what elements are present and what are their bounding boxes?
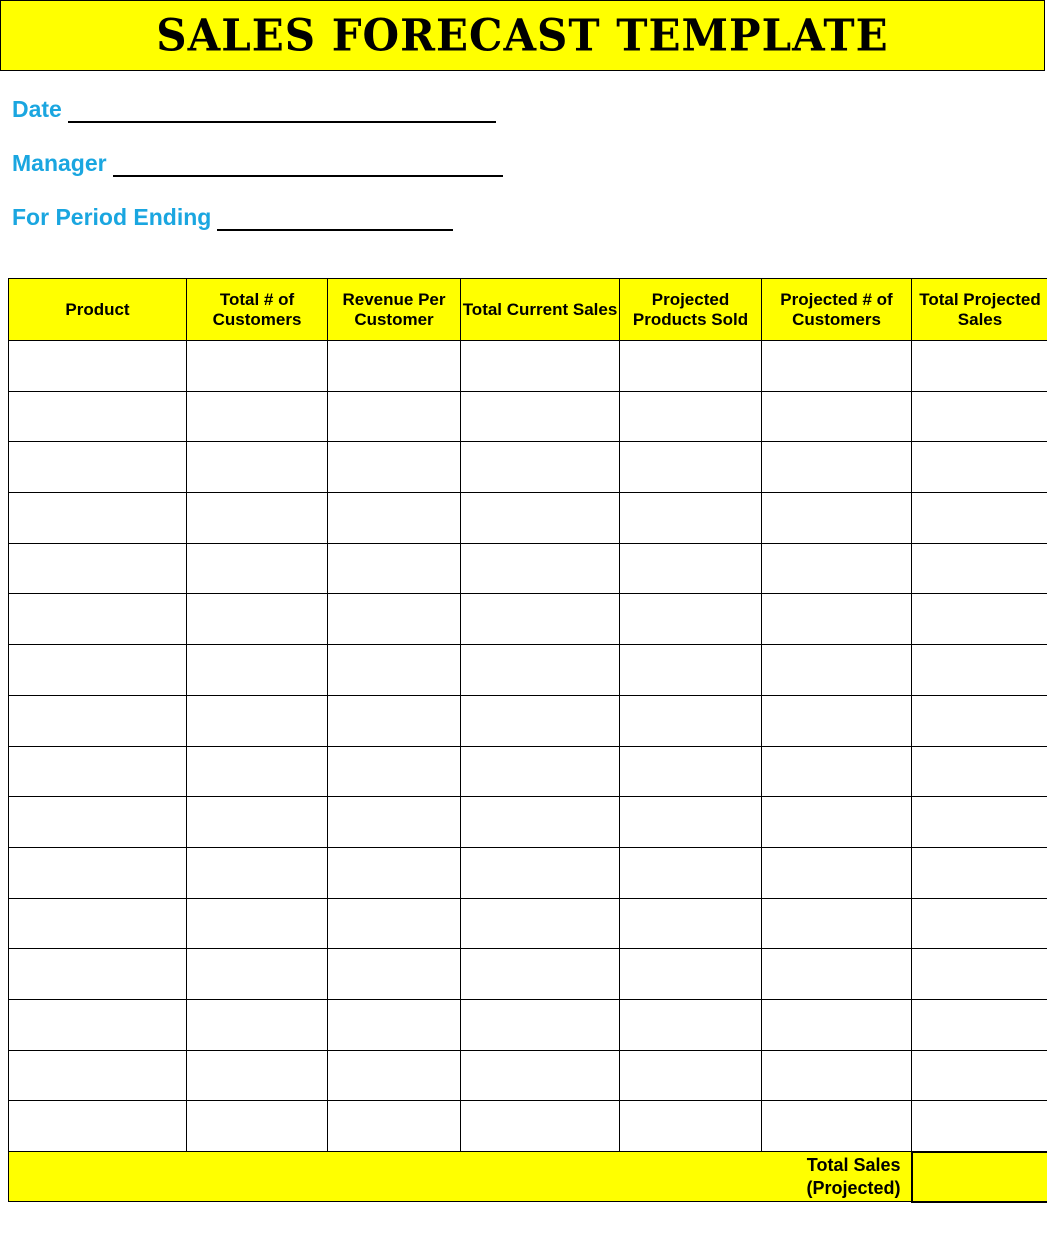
table-row xyxy=(9,341,1047,392)
column-header-product: Product xyxy=(9,279,187,341)
table-cell[interactable] xyxy=(762,594,912,645)
table-cell[interactable] xyxy=(187,493,328,544)
table-cell[interactable] xyxy=(762,1101,912,1152)
table-cell[interactable] xyxy=(620,493,762,544)
table-cell[interactable] xyxy=(187,898,328,949)
table-cell[interactable] xyxy=(620,898,762,949)
sales-forecast-table xyxy=(8,278,1047,1203)
table-cell[interactable] xyxy=(9,746,187,797)
table-cell[interactable] xyxy=(328,594,461,645)
table-cell[interactable] xyxy=(328,341,461,392)
table-cell[interactable] xyxy=(620,847,762,898)
table-row xyxy=(9,594,1047,645)
table-cell[interactable] xyxy=(620,1050,762,1101)
table-cell[interactable] xyxy=(9,442,187,493)
table-cell[interactable] xyxy=(328,645,461,696)
table-cell[interactable] xyxy=(912,847,1047,898)
table-cell[interactable] xyxy=(9,645,187,696)
table-cell[interactable] xyxy=(328,442,461,493)
table-cell[interactable] xyxy=(620,695,762,746)
manager-label: Manager xyxy=(12,150,107,176)
column-header-projected-products-sold: Projected Products Sold xyxy=(620,279,762,341)
table-cell[interactable] xyxy=(461,999,620,1050)
table-cell[interactable] xyxy=(187,797,328,848)
table-cell[interactable] xyxy=(461,645,620,696)
table-cell[interactable] xyxy=(187,442,328,493)
table-cell[interactable] xyxy=(762,442,912,493)
table-row xyxy=(9,695,1047,746)
table-cell[interactable] xyxy=(328,1050,461,1101)
table-cell[interactable] xyxy=(461,1101,620,1152)
table-cell[interactable] xyxy=(187,695,328,746)
table-cell[interactable] xyxy=(912,898,1047,949)
table-cell[interactable] xyxy=(187,1050,328,1101)
table-cell[interactable] xyxy=(762,898,912,949)
table-cell[interactable] xyxy=(762,391,912,442)
column-header-total-projected-sales: Total Projected Sales xyxy=(912,279,1047,341)
table-row xyxy=(9,847,1047,898)
table-header-row xyxy=(9,279,1047,341)
table-cell[interactable] xyxy=(328,391,461,442)
table-cell[interactable] xyxy=(620,797,762,848)
table-cell[interactable] xyxy=(328,847,461,898)
table-cell[interactable] xyxy=(461,949,620,1000)
column-header-projected-customers: Projected # of Customers xyxy=(762,279,912,341)
table-cell[interactable] xyxy=(328,493,461,544)
table-cell[interactable] xyxy=(9,949,187,1000)
table-cell[interactable] xyxy=(461,1050,620,1101)
table-cell[interactable] xyxy=(9,1050,187,1101)
table-body xyxy=(9,341,1047,1152)
table-cell[interactable] xyxy=(187,949,328,1000)
table-row xyxy=(9,949,1047,1000)
document-title: SALES FORECAST TEMPLATE xyxy=(156,9,889,62)
manager-input-line[interactable] xyxy=(113,155,503,177)
table-cell[interactable] xyxy=(9,999,187,1050)
table-cell[interactable] xyxy=(912,442,1047,493)
period-ending-field xyxy=(12,204,453,231)
table-cell[interactable] xyxy=(461,695,620,746)
date-label: Date xyxy=(12,96,62,122)
table-row xyxy=(9,999,1047,1050)
table-cell[interactable] xyxy=(762,847,912,898)
table-cell[interactable] xyxy=(912,1050,1047,1101)
table-cell[interactable] xyxy=(328,898,461,949)
table-cell[interactable] xyxy=(620,999,762,1050)
table-cell[interactable] xyxy=(620,442,762,493)
total-sales-label xyxy=(9,1152,912,1202)
table-cell[interactable] xyxy=(328,797,461,848)
table-cell[interactable] xyxy=(328,949,461,1000)
table-cell[interactable] xyxy=(461,847,620,898)
table-cell[interactable] xyxy=(762,493,912,544)
total-sales-label-line2: (Projected) xyxy=(806,1177,901,1198)
table-row xyxy=(9,493,1047,544)
table-cell[interactable] xyxy=(620,391,762,442)
table-cell[interactable] xyxy=(620,949,762,1000)
total-row xyxy=(9,1152,1047,1202)
table-cell[interactable] xyxy=(762,797,912,848)
total-sales-label-line1: Total Sales xyxy=(806,1154,901,1175)
manager-field xyxy=(12,150,503,177)
table-cell[interactable] xyxy=(912,341,1047,392)
table-cell[interactable] xyxy=(912,493,1047,544)
table-cell[interactable] xyxy=(461,543,620,594)
period-ending-label: For Period Ending xyxy=(12,204,212,230)
table-cell[interactable] xyxy=(328,695,461,746)
table-cell[interactable] xyxy=(912,543,1047,594)
table-cell[interactable] xyxy=(762,949,912,1000)
table-cell[interactable] xyxy=(620,543,762,594)
column-header-revenue-per-customer: Revenue Per Customer xyxy=(328,279,461,341)
table-row xyxy=(9,1101,1047,1152)
table-cell[interactable] xyxy=(461,746,620,797)
table-cell[interactable] xyxy=(461,594,620,645)
table-row xyxy=(9,442,1047,493)
date-input-line[interactable] xyxy=(68,101,496,123)
table-cell[interactable] xyxy=(762,1050,912,1101)
table-cell[interactable] xyxy=(187,391,328,442)
table-cell[interactable] xyxy=(912,391,1047,442)
table-cell[interactable] xyxy=(9,797,187,848)
table-cell[interactable] xyxy=(9,1101,187,1152)
table-cell[interactable] xyxy=(912,1101,1047,1152)
table-cell[interactable] xyxy=(762,695,912,746)
table-cell[interactable] xyxy=(9,898,187,949)
period-ending-input-line[interactable] xyxy=(217,209,453,231)
table-cell[interactable] xyxy=(328,1101,461,1152)
table-cell[interactable] xyxy=(461,797,620,848)
table-cell[interactable] xyxy=(461,442,620,493)
table-cell[interactable] xyxy=(187,746,328,797)
table-cell[interactable] xyxy=(912,594,1047,645)
table-row xyxy=(9,391,1047,442)
table-cell[interactable] xyxy=(9,391,187,442)
table-cell[interactable] xyxy=(9,493,187,544)
total-sales-value-cell[interactable] xyxy=(912,1152,1047,1202)
table-cell[interactable] xyxy=(187,594,328,645)
table-cell[interactable] xyxy=(762,746,912,797)
table-cell[interactable] xyxy=(187,341,328,392)
table-cell[interactable] xyxy=(620,594,762,645)
table-cell[interactable] xyxy=(620,645,762,696)
table-cell[interactable] xyxy=(912,695,1047,746)
table-row xyxy=(9,543,1047,594)
table-cell[interactable] xyxy=(620,1101,762,1152)
table-cell[interactable] xyxy=(461,898,620,949)
table-cell[interactable] xyxy=(912,645,1047,696)
table-cell[interactable] xyxy=(328,543,461,594)
column-header-total-customers: Total # of Customers xyxy=(187,279,328,341)
table-cell[interactable] xyxy=(912,949,1047,1000)
table-cell[interactable] xyxy=(461,341,620,392)
table-cell[interactable] xyxy=(912,999,1047,1050)
table-cell[interactable] xyxy=(762,999,912,1050)
table-cell[interactable] xyxy=(187,847,328,898)
table-cell[interactable] xyxy=(9,341,187,392)
table-cell[interactable] xyxy=(9,594,187,645)
table-cell[interactable] xyxy=(328,999,461,1050)
table-cell[interactable] xyxy=(187,543,328,594)
table-cell[interactable] xyxy=(762,341,912,392)
table-cell[interactable] xyxy=(620,746,762,797)
table-row xyxy=(9,797,1047,848)
table-cell[interactable] xyxy=(187,999,328,1050)
table-cell[interactable] xyxy=(620,341,762,392)
table-cell[interactable] xyxy=(912,746,1047,797)
title-banner xyxy=(0,0,1045,71)
table-cell[interactable] xyxy=(762,645,912,696)
table-row xyxy=(9,1050,1047,1101)
date-field xyxy=(12,96,496,123)
table-cell[interactable] xyxy=(912,797,1047,848)
table-cell[interactable] xyxy=(9,847,187,898)
table-cell[interactable] xyxy=(461,391,620,442)
table-cell[interactable] xyxy=(187,1101,328,1152)
table-cell[interactable] xyxy=(328,746,461,797)
column-header-total-current-sales: Total Current Sales xyxy=(461,279,620,341)
table-cell[interactable] xyxy=(461,493,620,544)
table-row xyxy=(9,746,1047,797)
table-cell[interactable] xyxy=(9,543,187,594)
table-row xyxy=(9,898,1047,949)
table-cell[interactable] xyxy=(762,543,912,594)
table-row xyxy=(9,645,1047,696)
table-cell[interactable] xyxy=(9,695,187,746)
table-cell[interactable] xyxy=(187,645,328,696)
